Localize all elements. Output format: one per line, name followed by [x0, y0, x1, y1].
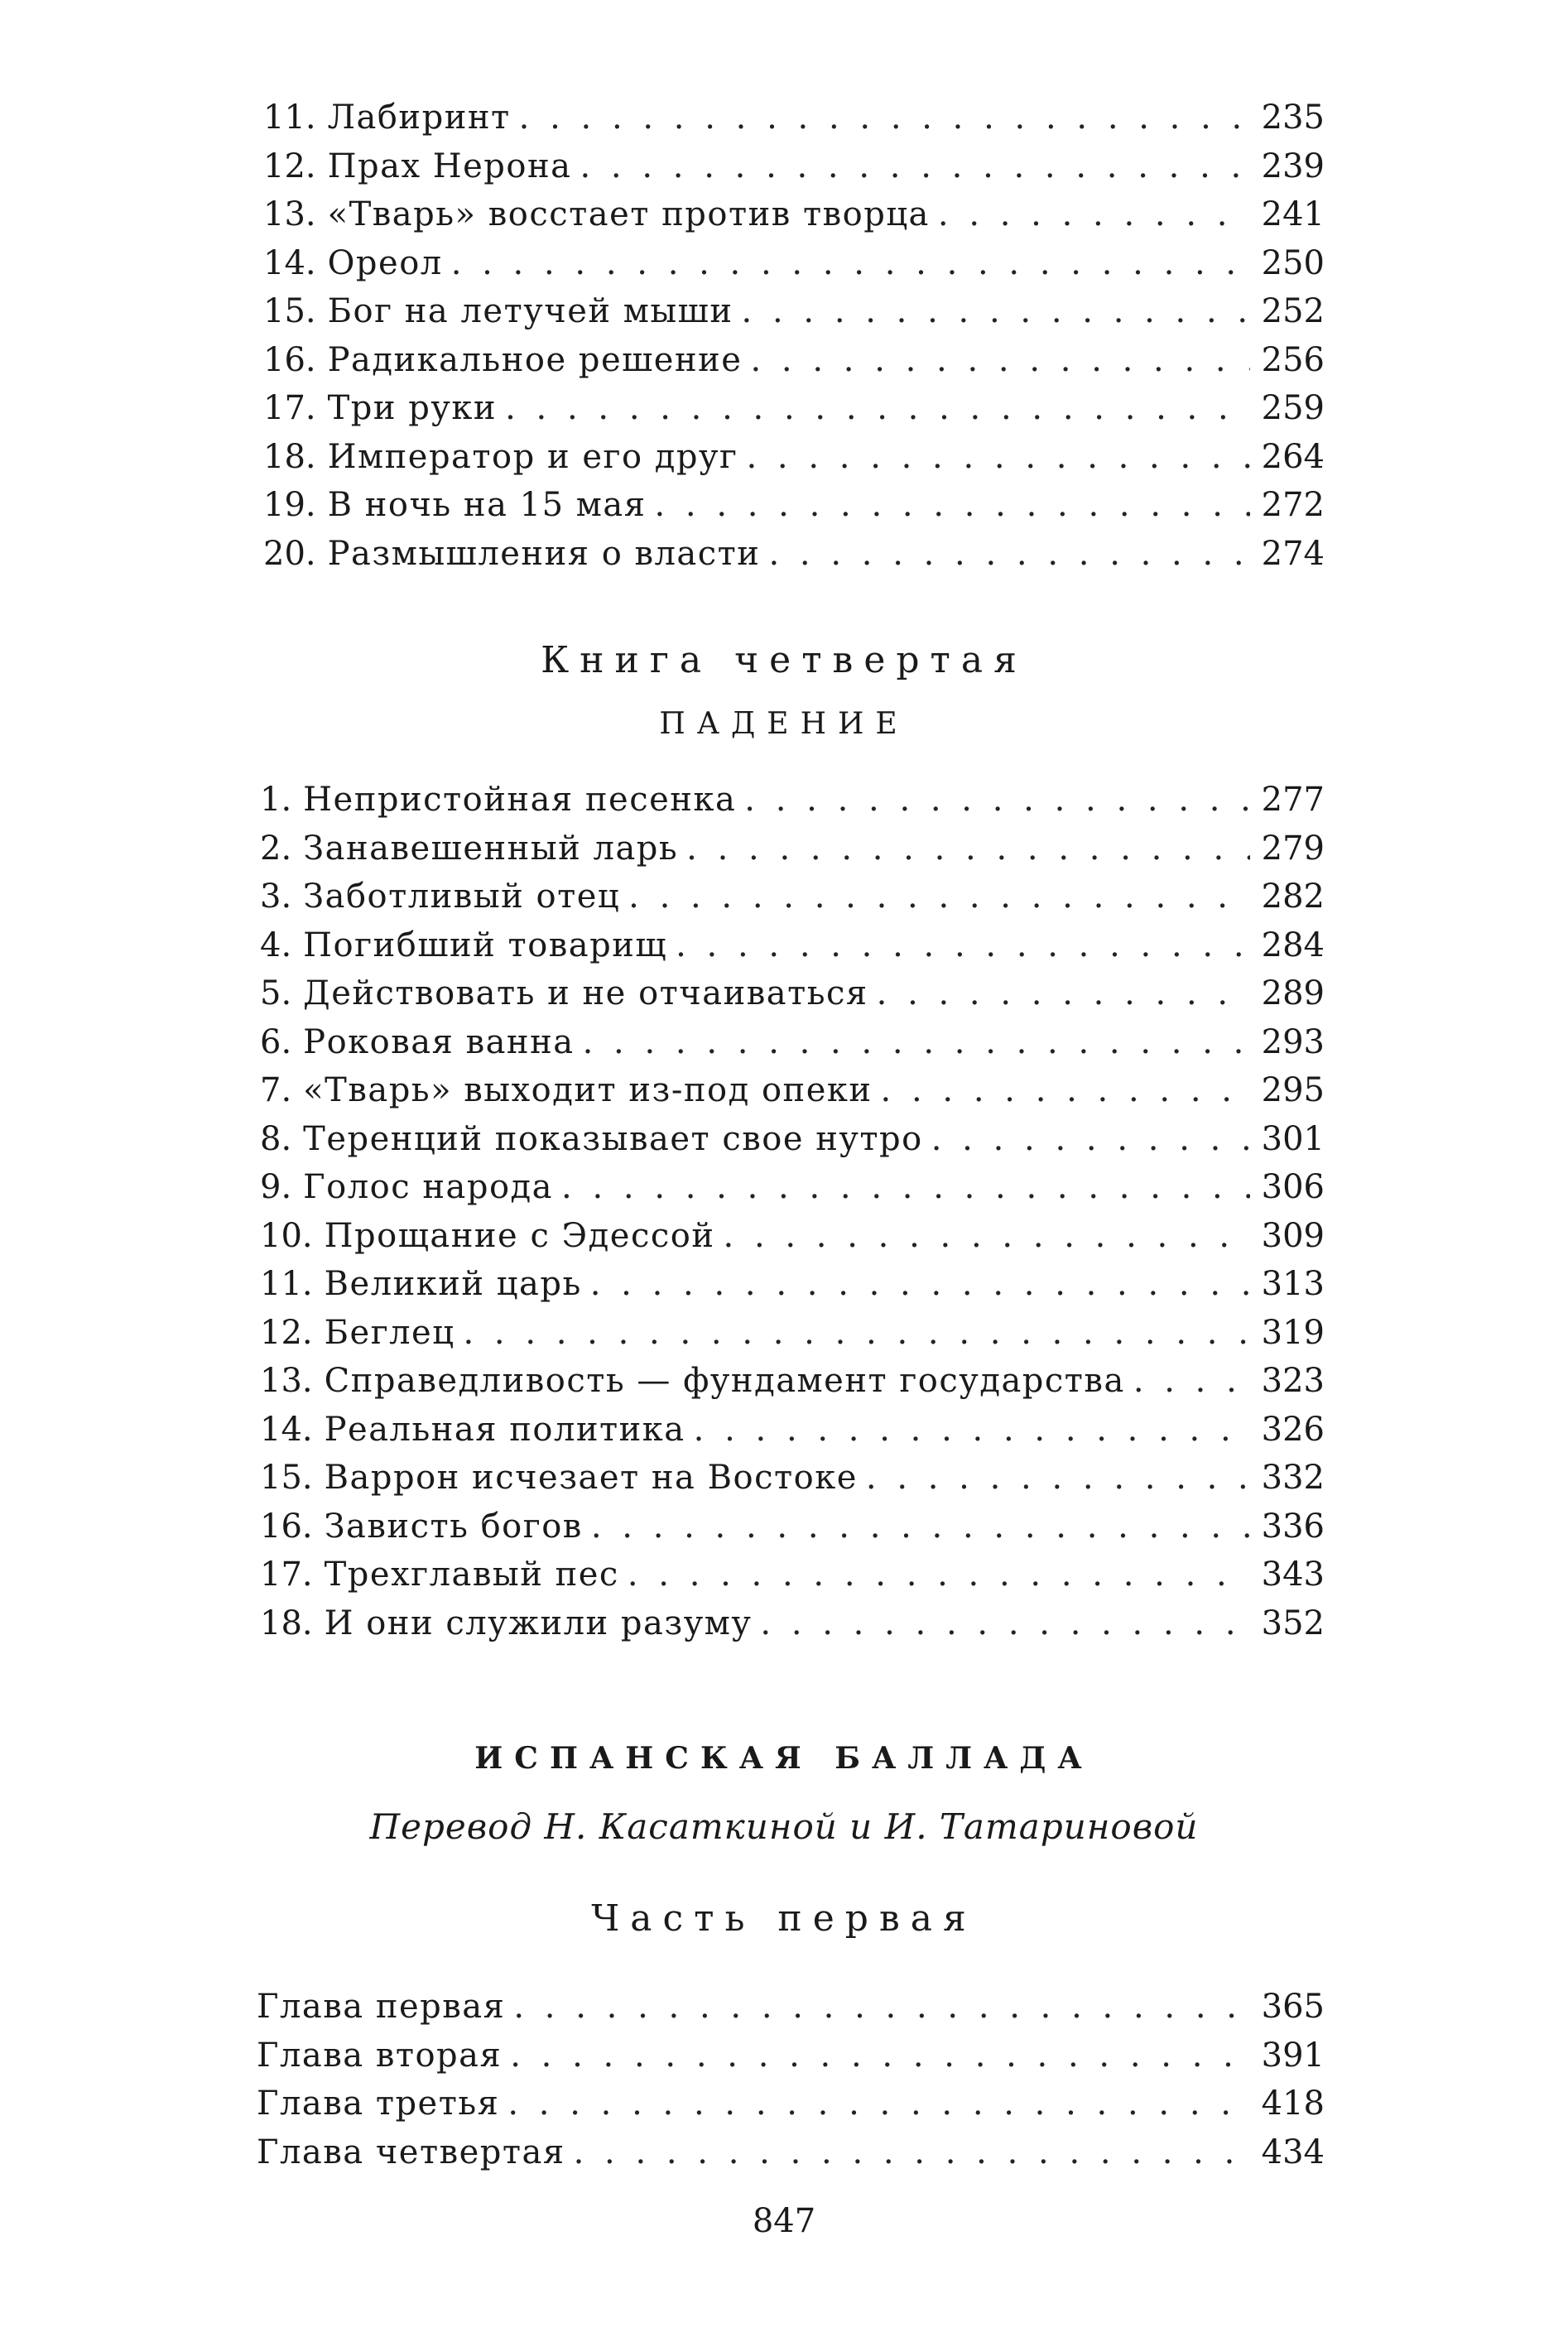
entry-title: Голос народа	[303, 1168, 554, 1206]
entry-page: 279	[1261, 829, 1325, 868]
dot-leader	[510, 2032, 1250, 2080]
dot-leader	[591, 1503, 1250, 1551]
entry-number: 20.	[263, 534, 316, 573]
toc-entry	[260, 776, 1325, 825]
entry-page: 336	[1261, 1507, 1325, 1546]
entry-page: 391	[1261, 2036, 1325, 2075]
toc-entry	[263, 530, 1325, 579]
entry-page: 272	[1261, 486, 1325, 524]
entry-page: 293	[1261, 1022, 1325, 1061]
entry-page: 319	[1261, 1313, 1325, 1352]
entry-number: 17.	[260, 1556, 313, 1594]
dot-leader	[724, 1212, 1250, 1261]
toc-entry	[260, 873, 1325, 921]
entry-number: 11.	[263, 99, 316, 137]
dot-leader	[519, 94, 1250, 142]
toc-entry	[260, 1212, 1325, 1261]
translators-credit: Перевод Н. Касаткиной и И. Татариновой	[369, 1806, 1199, 1847]
dot-leader	[742, 287, 1250, 336]
dot-leader	[694, 1406, 1250, 1455]
dot-leader	[590, 1260, 1250, 1309]
dot-leader	[746, 433, 1250, 482]
dot-leader	[513, 1983, 1250, 2032]
book-subheading: ПАДЕНИЕ	[659, 707, 909, 741]
entry-title: В ночь на 15 мая	[327, 486, 647, 524]
entry-title: Реальная политика	[324, 1410, 685, 1449]
part-heading: Часть первая	[591, 1897, 977, 1940]
entry-page: 434	[1261, 2133, 1325, 2171]
entry-title: Глава третья	[257, 2085, 500, 2123]
toc-entry	[263, 481, 1325, 530]
toc-entry	[263, 384, 1325, 433]
entry-title: Роковая ванна	[303, 1022, 575, 1061]
dot-leader	[1133, 1357, 1250, 1406]
work-title: ИСПАНСКАЯ БАЛЛАДА	[474, 1741, 1094, 1776]
entry-page: 332	[1261, 1459, 1325, 1497]
toc-entry	[260, 1066, 1325, 1115]
toc-entry	[260, 1454, 1325, 1503]
toc-entry	[263, 287, 1325, 336]
entry-page: 301	[1261, 1119, 1325, 1158]
page-number: 847	[752, 2202, 816, 2240]
entry-title: Глава первая	[257, 1988, 506, 2026]
dot-leader	[768, 530, 1250, 579]
entry-number: 13.	[260, 1362, 313, 1400]
entry-page: 326	[1261, 1410, 1325, 1449]
entry-title: Варрон исчезает на Востоке	[324, 1459, 858, 1497]
entry-title: Ореол	[327, 243, 443, 282]
entry-title: Теренций показывает свое нутро	[303, 1119, 923, 1158]
entry-title: Зависть богов	[324, 1507, 583, 1546]
dot-leader	[931, 1115, 1250, 1164]
dot-leader	[628, 873, 1250, 921]
toc-entry	[263, 336, 1325, 385]
entry-page: 264	[1261, 437, 1325, 476]
entry-number: 10.	[260, 1216, 313, 1255]
entry-number: 18.	[263, 437, 316, 476]
toc-entry	[257, 2128, 1325, 2177]
entry-title: Бог на летучей мыши	[327, 292, 733, 330]
toc-entry	[260, 1260, 1325, 1309]
entry-page: 239	[1261, 147, 1325, 185]
dot-leader	[451, 239, 1250, 288]
entry-page: 259	[1261, 389, 1325, 427]
entry-number: 12.	[260, 1313, 313, 1352]
entry-number: 14.	[263, 243, 316, 282]
toc-entry	[260, 1406, 1325, 1455]
toc-entry	[260, 1163, 1325, 1212]
dot-leader	[561, 1163, 1250, 1212]
entry-page: 277	[1261, 781, 1325, 819]
entry-page: 235	[1261, 99, 1325, 137]
entry-title: Погибший товарищ	[303, 926, 668, 964]
entry-page: 252	[1261, 292, 1325, 330]
entry-title: И они служили разуму	[324, 1604, 753, 1642]
entry-page: 352	[1261, 1604, 1325, 1642]
entry-title: Лабиринт	[327, 99, 511, 137]
entry-number: 13.	[263, 195, 316, 233]
entry-page: 323	[1261, 1362, 1325, 1400]
toc-entry	[257, 2032, 1325, 2080]
entry-number: 8.	[260, 1119, 292, 1158]
entry-title: «Тварь» выходит из-под опеки	[303, 1071, 873, 1109]
entry-page: 274	[1261, 534, 1325, 573]
toc-entry	[257, 1983, 1325, 2032]
entry-number: 15.	[263, 292, 316, 330]
entry-page: 241	[1261, 195, 1325, 233]
dot-leader	[580, 142, 1250, 191]
dot-leader	[744, 776, 1250, 825]
toc-entry	[263, 433, 1325, 482]
entry-title: Занавешенный ларь	[303, 829, 679, 868]
toc-entry	[263, 94, 1325, 142]
toc-entry	[260, 921, 1325, 970]
entry-page: 284	[1261, 926, 1325, 964]
entry-title: Размышления о власти	[327, 534, 761, 573]
dot-leader	[866, 1454, 1250, 1503]
entry-title: Радикальное решение	[327, 340, 743, 379]
entry-title: Прощание с Эдессой	[324, 1216, 715, 1255]
entry-page: 313	[1261, 1265, 1325, 1303]
entry-number: 2.	[260, 829, 292, 868]
entry-number: 4.	[260, 926, 292, 964]
entry-number: 16.	[263, 340, 316, 379]
dot-leader	[583, 1018, 1250, 1067]
dot-leader	[750, 336, 1250, 385]
entry-number: 6.	[260, 1022, 292, 1061]
toc-entry	[260, 1115, 1325, 1164]
toc-entry	[260, 969, 1325, 1018]
entry-title: Беглец	[324, 1313, 455, 1352]
dot-leader	[574, 2128, 1250, 2177]
toc-entry	[260, 1599, 1325, 1648]
toc-entry	[260, 1309, 1325, 1358]
entry-title: Прах Нерона	[327, 147, 572, 185]
entry-title: Непристойная песенка	[303, 781, 737, 819]
entry-title: Глава четвертая	[257, 2133, 565, 2171]
entry-title: Справедливость — фундамент государства	[324, 1362, 1125, 1400]
entry-page: 306	[1261, 1168, 1325, 1206]
toc-book3-list	[263, 94, 1325, 578]
dot-leader	[881, 1066, 1250, 1115]
entry-title: Великий царь	[324, 1265, 582, 1303]
entry-number: 16.	[260, 1507, 313, 1546]
toc-part1-list	[257, 1983, 1325, 2176]
entry-title: Три руки	[327, 389, 498, 427]
toc-entry	[260, 1018, 1325, 1067]
dot-leader	[760, 1599, 1250, 1648]
entry-number: 18.	[260, 1604, 313, 1642]
dot-leader	[676, 921, 1250, 970]
entry-page: 343	[1261, 1556, 1325, 1594]
entry-number: 12.	[263, 147, 316, 185]
entry-page: 282	[1261, 878, 1325, 916]
entry-number: 5.	[260, 974, 292, 1012]
dot-leader	[938, 190, 1250, 239]
entry-page: 256	[1261, 340, 1325, 379]
entry-number: 19.	[263, 486, 316, 524]
toc-book4-list	[260, 776, 1325, 1647]
entry-number: 17.	[263, 389, 316, 427]
toc-entry	[263, 190, 1325, 239]
toc-entry	[260, 825, 1325, 873]
dot-leader	[507, 2080, 1250, 2128]
entry-number: 15.	[260, 1459, 313, 1497]
dot-leader	[686, 825, 1250, 873]
entry-number: 14.	[260, 1410, 313, 1449]
entry-title: Заботливый отец	[303, 878, 621, 916]
toc-entry	[260, 1503, 1325, 1551]
entry-title: Трехглавый пес	[324, 1556, 619, 1594]
dot-leader	[463, 1309, 1250, 1358]
dot-leader	[877, 969, 1250, 1018]
entry-number: 7.	[260, 1071, 292, 1109]
entry-number: 1.	[260, 781, 292, 819]
toc-entry	[263, 142, 1325, 191]
entry-number: 3.	[260, 878, 292, 916]
entry-page: 289	[1261, 974, 1325, 1012]
entry-page: 418	[1261, 2085, 1325, 2123]
toc-entry	[260, 1357, 1325, 1406]
entry-title: «Тварь» восстает против творца	[327, 195, 930, 233]
toc-entry	[257, 2080, 1325, 2128]
entry-number: 11.	[260, 1265, 313, 1303]
toc-entry	[260, 1551, 1325, 1599]
entry-page: 309	[1261, 1216, 1325, 1255]
dot-leader	[628, 1551, 1250, 1599]
entry-title: Действовать и не отчаиваться	[303, 974, 868, 1012]
entry-number: 9.	[260, 1168, 292, 1206]
dot-leader	[654, 481, 1250, 530]
book-heading: Книга четвертая	[541, 639, 1027, 681]
entry-page: 295	[1261, 1071, 1325, 1109]
entry-title: Император и его друг	[327, 437, 738, 476]
dot-leader	[505, 384, 1250, 433]
entry-page: 250	[1261, 243, 1325, 282]
entry-page: 365	[1261, 1988, 1325, 2026]
toc-entry	[263, 239, 1325, 288]
entry-title: Глава вторая	[257, 2036, 503, 2075]
